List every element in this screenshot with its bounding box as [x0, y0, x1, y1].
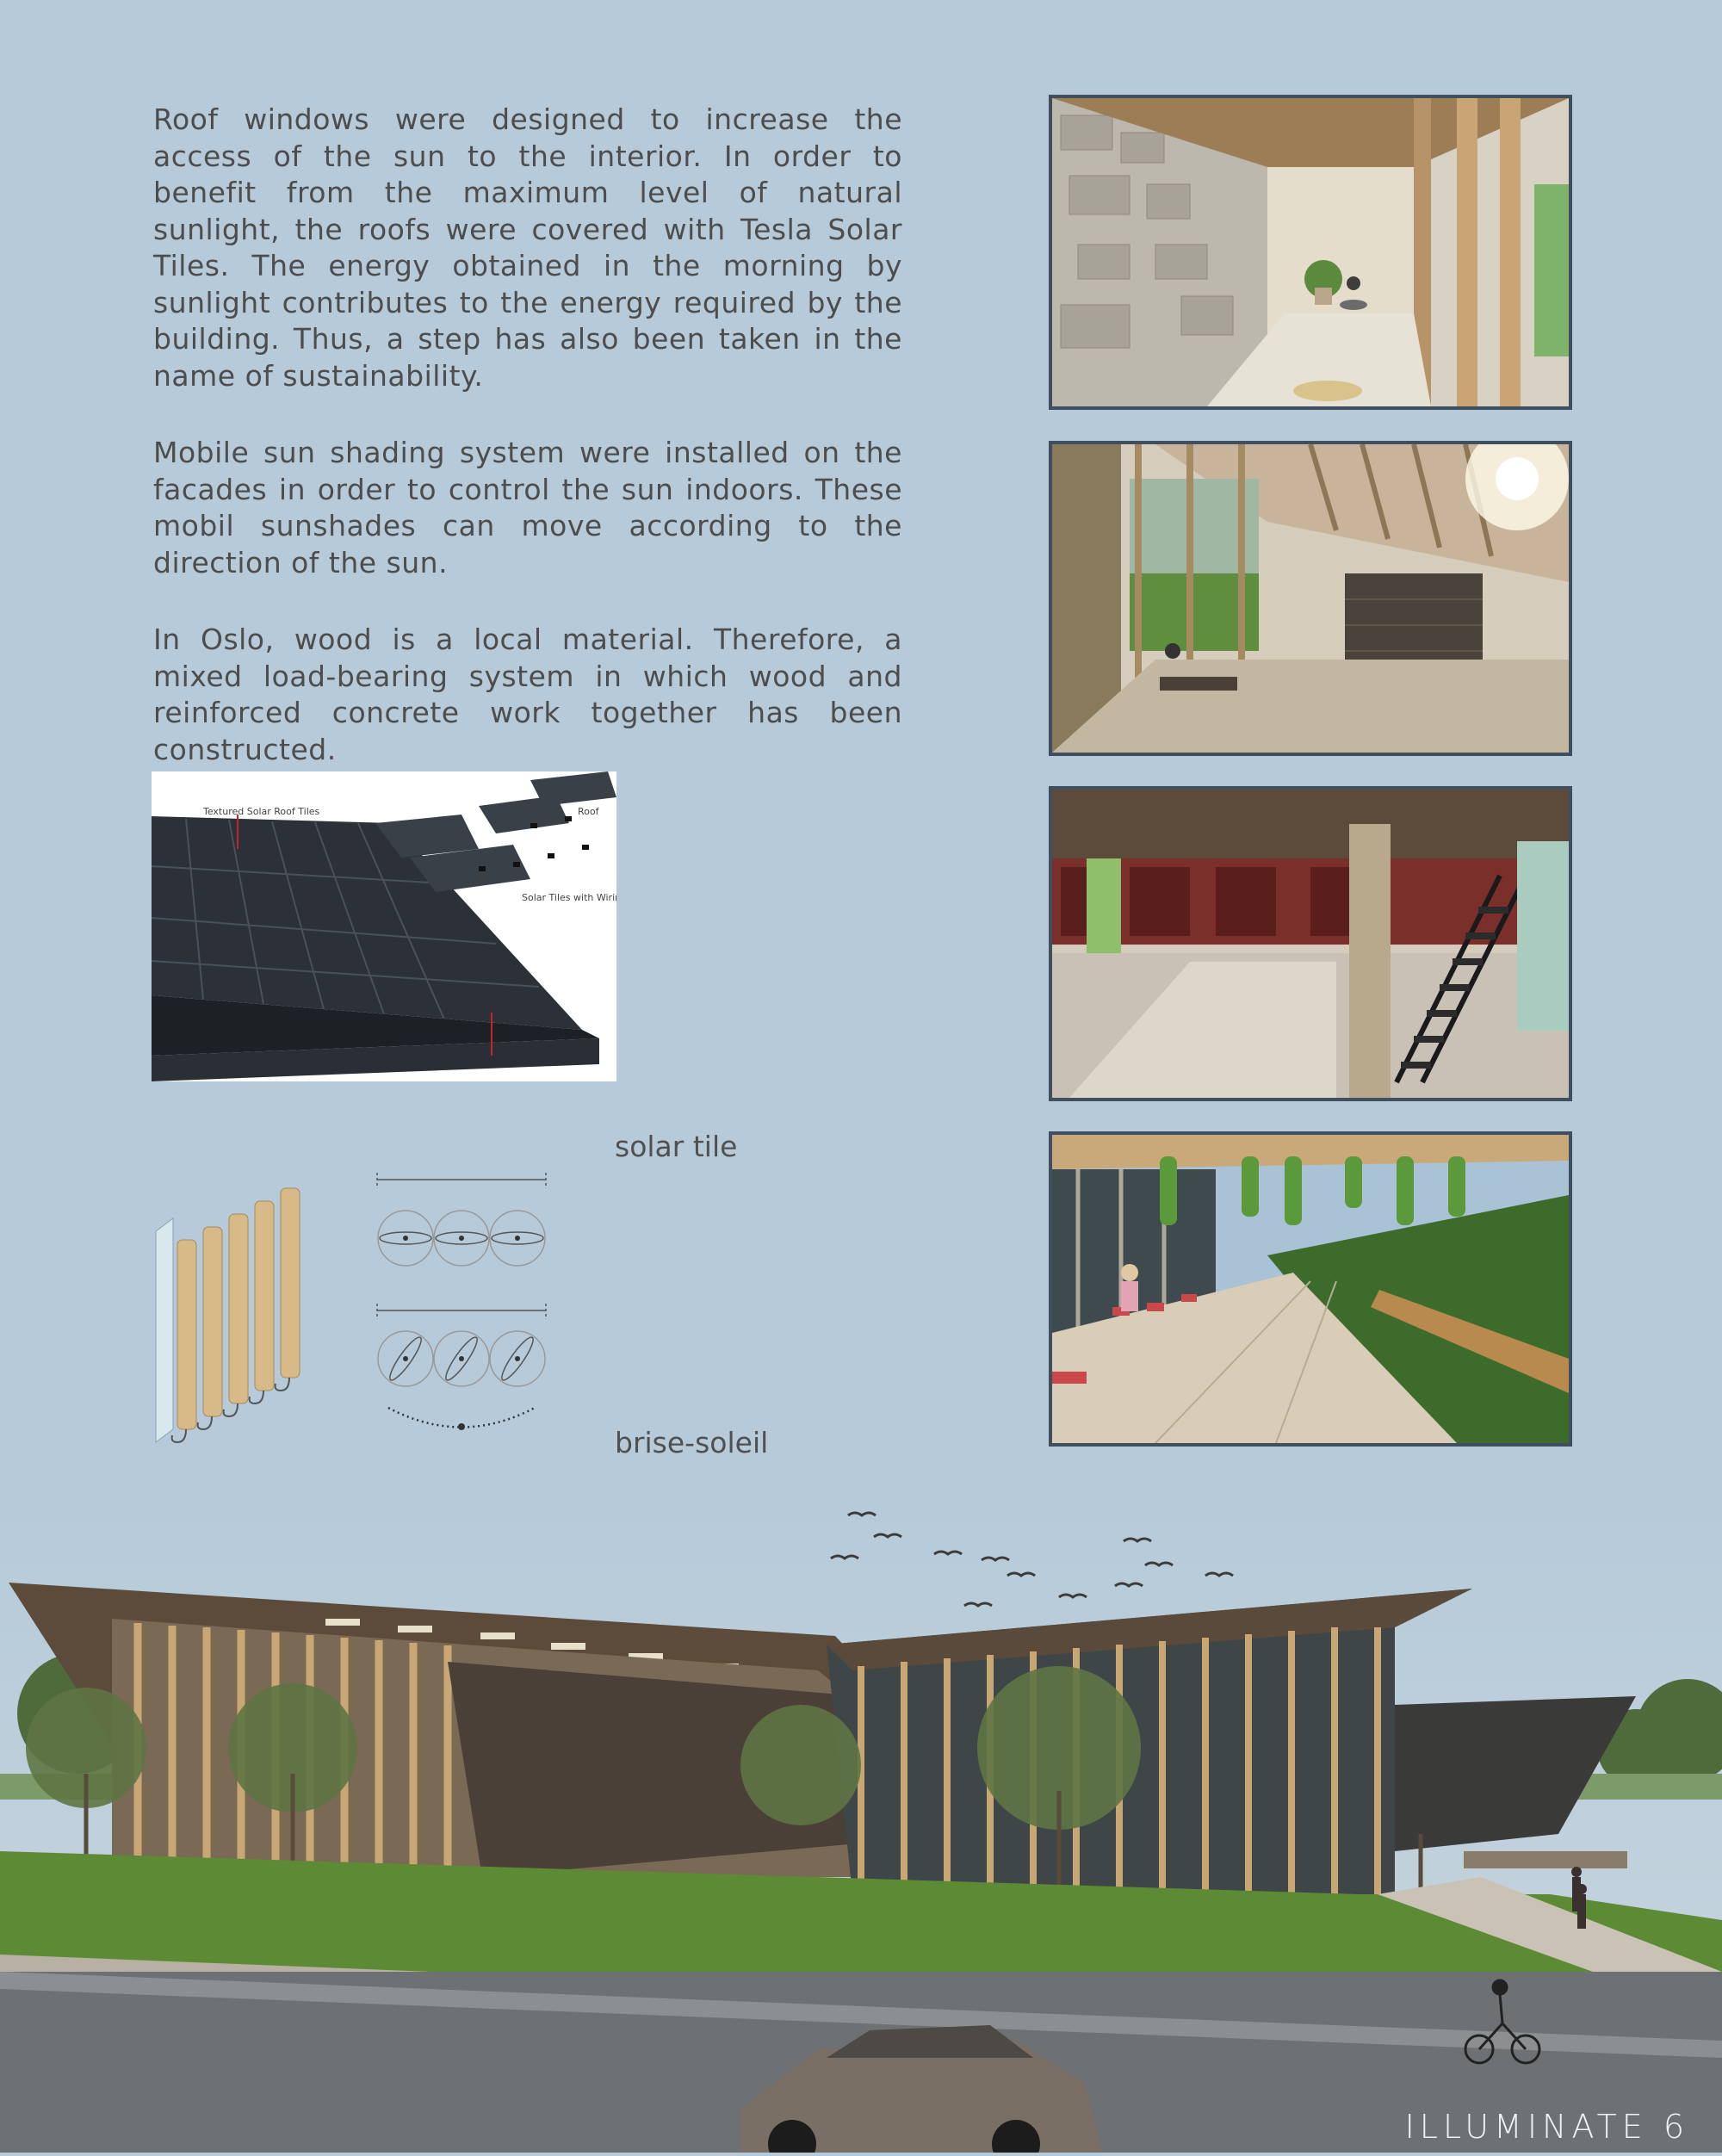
render-meditation-corridor: [1049, 95, 1572, 410]
label-roof: Roof: [578, 806, 599, 817]
solar-tile-diagram: [152, 771, 616, 1081]
brise-soleil-diagram: [152, 1171, 565, 1464]
logo-text: ILLUMINATE: [1404, 2108, 1648, 2146]
render-library-hall: [1049, 441, 1572, 756]
illuminate-logo: [1405, 2108, 1689, 2146]
label-solar-tiles-wiring: Solar Tiles with Wiring: [522, 892, 616, 903]
caption-brise-soleil: brise-soleil: [615, 1426, 769, 1459]
building-exterior-render: [0, 1490, 1722, 2153]
paragraph-load-bearing: In Oslo, wood is a local material. Therefore, a mixed load-bearing system in which wood and reinforced concrete work together has been constructed.: [153, 623, 902, 766]
louver-slats: [177, 1188, 300, 1429]
render-terrace-cafe: [1049, 1131, 1572, 1447]
render-bookshelf-staircase: [1049, 786, 1572, 1101]
caption-solar-tile: solar tile: [615, 1130, 738, 1163]
label-textured-solar-roof-tiles: Textured Solar Roof Tiles: [203, 806, 320, 817]
paragraph-roof-windows: Roof windows were designed to increase the access of the sun to the interior. In order to benefit from the maximum level of natural sunlight, the roofs were covered with Tesla Solar Tiles. The energy obtained in the morning by sunlight contributes to the energy required by the building. Thus, a step has also been taken in the name of sustainability.: [153, 102, 902, 393]
paragraph-sun-shading: Mobile sun shading system were installed on the facades in order to control the sun indoors. These mobil sunshades can move according to the direction of the sun.: [153, 436, 902, 579]
page-number: 6: [1663, 2108, 1689, 2146]
